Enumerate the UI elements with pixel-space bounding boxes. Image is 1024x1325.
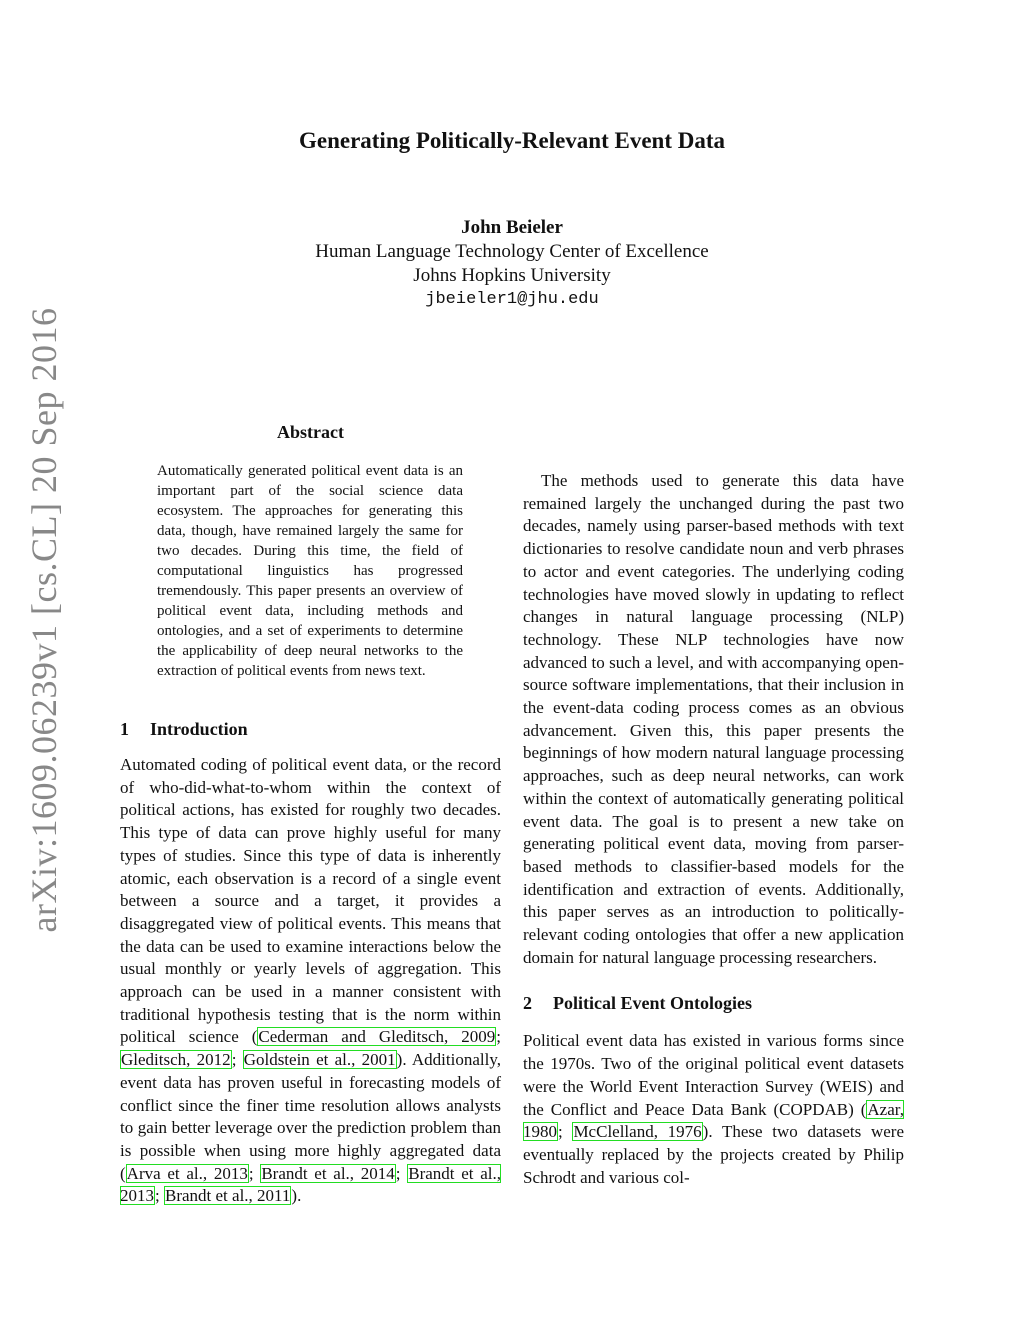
citation-link-cederman[interactable]: Cederman and Gleditsch, 2009	[258, 1027, 496, 1047]
citation-link-brandt-2013[interactable]: Brandt et al., 2013	[120, 1163, 501, 1206]
citation-link-brandt-2014[interactable]: Brandt et al., 2014	[261, 1163, 395, 1183]
section-number: 2	[523, 993, 532, 1014]
paragraph-text: Political event data has existed in various forms since the 1970s. Two of the original political event datasets were the World Event Interaction Survey (WEIS) and the Conflict and Peace Data Bank (COPDAB) (	[523, 1031, 904, 1119]
author-email: jbeieler1@jhu.edu	[425, 290, 599, 309]
citation-link-brandt-2011[interactable]: Brandt et al., 2011	[164, 1186, 291, 1206]
paragraph-text: ). These two datasets were eventually replaced by the projects created by Philip Schrodt and various col-	[523, 1122, 904, 1187]
citation-separator: ;	[558, 1122, 573, 1142]
author-affiliation-1: Human Language Technology Center of Excellence	[315, 241, 709, 262]
citation-separator: ;	[231, 1050, 243, 1070]
right-column	[523, 424, 904, 1189]
author-affiliation-2: Johns Hopkins University	[413, 265, 611, 286]
abstract-text: Automatically generated political event data is an important part of the social science data ecosystem. The approaches for generating this data, though, have remained largely the same for two decades. During this time, the field of computational linguistics has progressed tremendously. This paper presents an overview of political event data, including methods and ontologies, and a set of experiments to determine the applicability of deep neural networks to the extraction of political events from news text.	[157, 463, 463, 679]
section-number: 1	[120, 719, 129, 739]
section-heading-ontologies	[523, 993, 904, 1014]
citation-separator: ;	[496, 1027, 502, 1047]
citation-link-mcclelland[interactable]: McClelland, 1976	[573, 1122, 702, 1142]
citation-separator: ;	[155, 1186, 164, 1206]
section-title: Introduction	[150, 719, 248, 739]
citation-separator: ;	[395, 1163, 408, 1183]
ontologies-paragraph-1	[523, 1030, 904, 1189]
paragraph-text: Automated coding of political event data, or the record of who-did-what-to-whom within the context of political actions, has existed for roughly two decades. This type of data can prove highly useful for many types of studies. Since this type of data is inherently atomic, each observation is a record of a single event between a source and a target, it provides a disaggregated view of political events. This means that the data can be used to examine interactions below the usual monthly or yearly levels of aggregation. This approach can be used in a manner consistent with traditional hypothesis testing that is the norm within political science (	[120, 755, 501, 1047]
intro-paragraph-1	[120, 754, 501, 1208]
citation-link-arva[interactable]: Arva et al., 2013	[126, 1163, 248, 1183]
citation-separator: ;	[248, 1163, 261, 1183]
arxiv-stamp	[14, 300, 74, 940]
paragraph-text: ). Additionally, event data has proven useful in forecasting models of conflict since the finer time resolution allows analysts to gain better leverage over the prediction problem than is possible when using more highly aggregated data (	[120, 1050, 501, 1183]
paragraph-text: ).	[291, 1186, 302, 1206]
intro-paragraph-2: The methods used to generate this data have remained largely the unchanged during the past two decades, namely using parser-based methods with text dictionaries to resolve candidate noun and verb phrases to actor and event categories. The underlying coding technologies have moved slowly in updating to reflect changes in natural language processing (NLP) technology. These NLP technologies have now advanced to such a level, and with accompanying open-source software implementations, that their inclusion in the event-data coding process comes as an obvious advancement. Given this, this paper presents the beginnings of how modern natural language processing approaches, such as deep neural networks, can work within the context of automatically generating political event data. The goal is to present a new take on generating political event data, moving from parser-based methods to classifier-based models for the identification and extraction of events. Additionally, this paper serves as an introduction to politically-relevant coding ontologies that offer a new application domain for natural language processing researchers.	[523, 471, 904, 967]
section-title: Political Event Ontologies	[553, 993, 752, 1014]
author-block	[0, 216, 1024, 312]
left-column	[120, 420, 501, 1208]
arxiv-stamp-text: arXiv:1609.06239v1 [cs.CL] 20 Sep 2016	[24, 307, 64, 933]
author-name: John Beieler	[461, 217, 563, 238]
citation-link-azar[interactable]: Azar, 1980	[523, 1099, 904, 1142]
citation-link-gleditsch[interactable]: Gleditsch, 2012	[121, 1050, 231, 1070]
paper-title: Generating Politically-Relevant Event Data	[298, 128, 726, 153]
abstract-heading: Abstract	[277, 422, 344, 442]
citation-link-goldstein[interactable]: Goldstein et al., 2001	[243, 1050, 396, 1070]
section-heading-introduction	[120, 719, 501, 740]
